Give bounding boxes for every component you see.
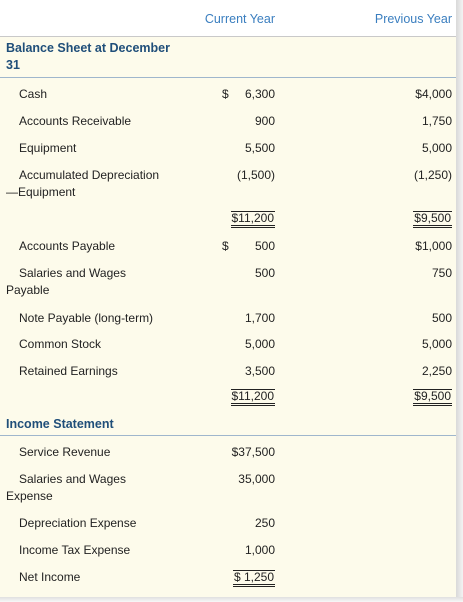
row-label-line2: Payable (6, 283, 50, 297)
balance-sheet-title (0, 40, 456, 78)
total-previous-cell (340, 388, 452, 406)
income-statement-title-text: Income Statement (6, 417, 114, 431)
row-label: Equipment (19, 141, 77, 155)
cash-current-split (222, 86, 275, 103)
current-value: 3,500 (244, 364, 275, 378)
current-value: 250 (254, 516, 275, 530)
row-label: Accounts Receivable (19, 114, 132, 128)
previous-value: 5,000 (421, 337, 452, 351)
previous-value: $1,000 (415, 239, 452, 253)
row-label-line2: Expense (6, 489, 53, 503)
current-value: 5,500 (244, 141, 275, 155)
row-label: Common Stock (19, 337, 102, 351)
previous-year-header: Previous Year (374, 12, 452, 26)
row-label-line2: —Equipment (6, 185, 76, 199)
row-label: Retained Earnings (19, 364, 118, 378)
row-label: Income Tax Expense (19, 543, 131, 557)
current-value: 1,700 (244, 311, 275, 325)
previous-value: 1,750 (421, 114, 452, 128)
row-label: Service Revenue (19, 445, 111, 459)
cash-current-amount: 6,300 (244, 87, 275, 101)
panel-bottom-edge (0, 597, 463, 602)
net-income-value: $ 1,250 (233, 570, 275, 587)
row-label: Cash (19, 87, 48, 101)
current-value: (1,500) (236, 168, 275, 182)
row-label: Depreciation Expense (19, 516, 137, 530)
row-label: Note Payable (long-term) (19, 311, 154, 325)
current-value: 500 (254, 266, 275, 280)
previous-value: 5,000 (421, 141, 452, 155)
current-value: 35,000 (238, 472, 275, 486)
previous-value: 500 (431, 311, 452, 325)
panel-right-edge (456, 0, 463, 602)
current-year-header: Current Year (204, 12, 275, 26)
column-header (0, 0, 456, 37)
previous-value: 2,250 (421, 364, 452, 378)
row-label: Net Income (19, 570, 81, 584)
total-previous: $9,500 (413, 211, 452, 228)
dollar-sign: $ (222, 239, 229, 253)
row-label: Accounts Payable (19, 239, 116, 253)
current-value: 1,000 (244, 543, 275, 557)
total-current-cell (170, 388, 275, 406)
row-label-line1: Accumulated Depreciation (19, 168, 160, 182)
row-label-line1: Salaries and Wages (19, 266, 126, 280)
total-current-cell (170, 210, 275, 228)
current-value: 900 (254, 114, 275, 128)
previous-value: 750 (431, 266, 452, 280)
total-current: $11,200 (231, 389, 276, 406)
row-label (6, 265, 186, 299)
ap-current-amount: 500 (254, 239, 275, 253)
total-previous-cell (340, 210, 452, 228)
current-value-cell (170, 86, 275, 103)
balance-sheet-title-text: Balance Sheet at December 31 (6, 41, 170, 72)
row-label-line1: Salaries and Wages (19, 472, 126, 486)
total-current: $11,200 (231, 211, 276, 228)
income-statement-title (0, 416, 456, 436)
row-label (6, 471, 186, 505)
current-value: 5,000 (244, 337, 275, 351)
total-previous: $9,500 (413, 389, 452, 406)
previous-value: $4,000 (415, 87, 452, 101)
ap-current-split (222, 238, 275, 255)
dollar-sign: $ (222, 87, 229, 101)
row-label (6, 167, 186, 201)
previous-value: (1,250) (413, 168, 452, 182)
current-value: $37,500 (231, 445, 275, 459)
net-income-cell (170, 569, 275, 587)
current-value-cell (170, 238, 275, 255)
